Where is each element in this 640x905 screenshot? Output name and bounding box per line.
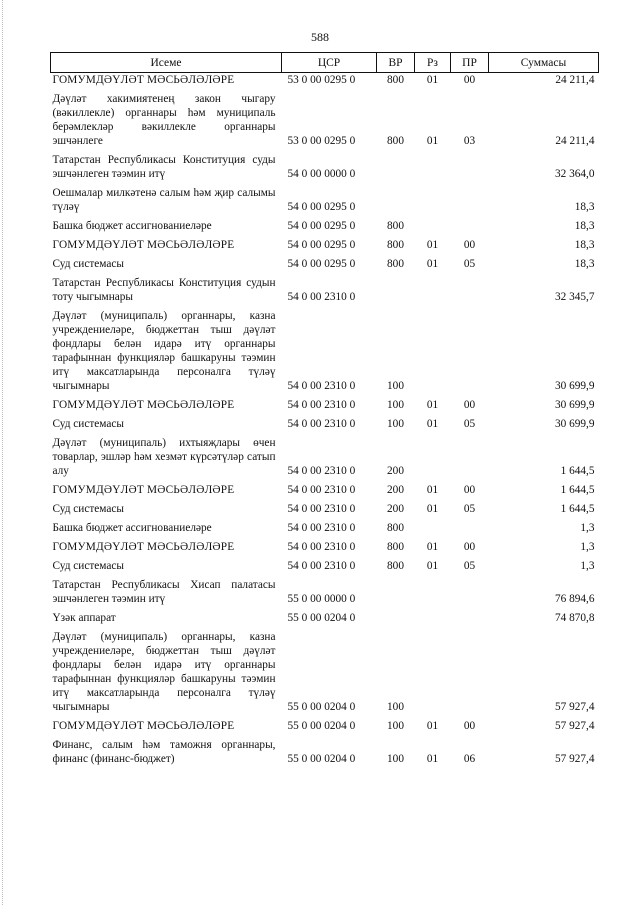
table-row [51,73,599,93]
header-csr: ЦСР [282,53,377,73]
cell-pr: 05 [463,258,476,270]
cell-sum: 1 644,5 [560,484,595,496]
table-body [51,73,599,772]
cell-vr [377,578,415,611]
cell-sum: 24 211,4 [555,135,595,147]
cell-rz [415,219,451,238]
cell-name: Башка бюджет ассигнованиеләре [52,522,212,534]
page-number: 588 [311,30,329,44]
cell-vr: 800 [387,220,404,232]
cell-csr: 53 0 00 0295 0 [287,74,356,86]
cell-name: Суд системасы [52,560,124,572]
cell-rz: 01 [426,560,439,572]
cell-rz: 01 [426,418,439,430]
cell-vr: 100 [387,399,404,411]
cell-vr [377,186,415,219]
cell-pr [451,309,489,398]
cell-vr [377,611,415,630]
table-row [51,219,599,238]
cell-sum: 18,3 [574,201,595,213]
cell-pr [451,521,489,540]
table-row [51,521,599,540]
cell-csr: 55 0 00 0204 0 [287,720,356,732]
cell-rz: 01 [426,74,439,86]
cell-pr [451,276,489,309]
cell-csr: 54 0 00 0295 0 [287,258,356,270]
header-pr: ПР [451,53,489,73]
cell-rz: 01 [426,135,439,147]
table-row [51,417,599,436]
table-row [51,309,599,398]
header-vr: ВР [377,53,415,73]
table-row [51,578,599,611]
cell-rz [415,153,451,186]
header-rz: Рз [415,53,451,73]
table-row [51,719,599,738]
cell-rz: 01 [426,399,439,411]
cell-name: Финанс, салым һәм таможня органнары, финанс (финанс-бюджет) [52,739,276,765]
cell-rz [415,276,451,309]
cell-rz [415,611,451,630]
cell-name: Татарстан Республикасы Хисап палатасы эшчәнлеген тәэмин итү [52,579,276,605]
cell-pr: 00 [463,484,476,496]
cell-rz [415,436,451,483]
cell-csr: 55 0 00 0000 0 [287,593,356,605]
cell-pr: 05 [463,503,476,515]
cell-csr: 54 0 00 2310 0 [287,399,356,411]
cell-pr: 00 [463,74,476,86]
cell-name: ГОМУМДӘҮЛӘТ МӘСЬӘЛӘЛӘРЕ [52,541,235,553]
cell-pr: 06 [463,753,476,765]
cell-sum: 57 927,4 [554,701,595,713]
cell-rz: 01 [426,720,439,732]
cell-sum: 32 364,0 [554,168,595,180]
table-row [51,276,599,309]
cell-csr: 55 0 00 0204 0 [287,701,356,713]
cell-sum: 76 894,6 [554,593,595,605]
cell-csr: 54 0 00 0295 0 [287,239,356,251]
cell-name: Татарстан Республикасы Конституция судын тоту чыгымнары [52,277,276,303]
cell-csr: 54 0 00 2310 0 [287,541,356,553]
cell-pr [451,153,489,186]
cell-rz [415,309,451,398]
cell-vr: 100 [387,720,404,732]
table-row [51,483,599,502]
cell-pr: 00 [463,399,476,411]
cell-vr: 100 [387,380,404,392]
cell-rz: 01 [426,541,439,553]
cell-pr: 00 [463,720,476,732]
cell-rz [415,186,451,219]
cell-csr: 55 0 00 0204 0 [287,753,356,765]
cell-csr: 54 0 00 2310 0 [287,291,356,303]
cell-vr: 100 [387,701,404,713]
cell-sum: 74 870,8 [554,612,595,624]
cell-pr [451,436,489,483]
table-row [51,436,599,483]
cell-vr: 800 [387,560,404,572]
cell-vr: 800 [387,258,404,270]
cell-sum: 18,3 [574,258,595,270]
table-header [51,53,599,73]
cell-rz: 01 [426,484,439,496]
cell-name: Үзәк аппарат [52,612,116,624]
cell-name: ГОМУМДӘҮЛӘТ МӘСЬӘЛӘЛӘРЕ [52,484,235,496]
cell-csr: 53 0 00 0295 0 [287,135,356,147]
cell-sum: 24 211,4 [555,74,595,86]
cell-name: Оешмалар милкәтенә салым һәм җир салымы түләү [52,187,276,213]
cell-sum: 1,3 [580,541,595,553]
cell-sum: 57 927,4 [554,720,595,732]
cell-csr: 55 0 00 0204 0 [287,612,356,624]
cell-name: Татарстан Республикасы Конституция суды эшчәнлеген тәэмин итү [52,154,276,180]
cell-csr: 54 0 00 0295 0 [287,201,356,213]
cell-vr [377,153,415,186]
table-row [51,153,599,186]
header-name: Исеме [51,53,282,73]
cell-name: ГОМУМДӘҮЛӘТ МӘСЬӘЛӘЛӘРЕ [52,399,235,411]
cell-pr [451,219,489,238]
cell-vr: 800 [387,239,404,251]
cell-vr: 100 [387,418,404,430]
page-edge-line [2,0,4,905]
cell-rz: 01 [426,503,439,515]
cell-pr [451,578,489,611]
cell-vr: 800 [387,74,404,86]
cell-csr: 54 0 00 2310 0 [287,418,356,430]
cell-csr: 54 0 00 2310 0 [287,484,356,496]
cell-pr [451,630,489,719]
table-row [51,540,599,559]
cell-sum: 1 644,5 [560,465,595,477]
cell-name: Дәүләт (муниципаль) ихтыяҗлары өчен товарлар, эшләр һәм хезмәт күрсәтүләр сатып алу [52,437,276,477]
cell-rz [415,521,451,540]
cell-name: Дәүләт (муниципаль) органнары, казна учреждениеләре, бюджеттан тыш дәүләт фондлары белән идарә итү органнары тарафыннан функцияләр башкаруны тәэмин итү максатларында персоналга түләү чыгымнары [52,631,276,713]
cell-sum: 57 927,4 [554,753,595,765]
cell-name: Суд системасы [52,258,124,270]
header-sum: Суммасы [489,53,599,73]
cell-rz: 01 [426,753,439,765]
cell-csr: 54 0 00 2310 0 [287,465,356,477]
cell-sum: 30 699,9 [554,399,595,411]
cell-name: Дәүләт хакимиятенең закон чыгару (вәкиллекле) органнары һәм муниципаль берәмлекләр вәкиллекле органнары эшчәнлеге [52,93,276,147]
cell-name: Суд системасы [52,418,124,430]
cell-vr: 800 [387,541,404,553]
cell-rz [415,630,451,719]
cell-vr: 200 [387,484,404,496]
cell-rz: 01 [426,258,439,270]
table-row [51,502,599,521]
cell-csr: 54 0 00 2310 0 [287,503,356,515]
cell-csr: 54 0 00 0000 0 [287,168,356,180]
cell-vr: 800 [387,522,404,534]
cell-vr: 200 [387,465,404,477]
cell-sum: 1,3 [580,560,595,572]
cell-pr: 00 [463,239,476,251]
table-row [51,738,599,771]
cell-vr: 800 [387,135,404,147]
cell-sum: 1,3 [580,522,595,534]
cell-pr: 00 [463,541,476,553]
cell-vr [377,276,415,309]
cell-name: Дәүләт (муниципаль) органнары, казна учреждениеләре, бюджеттан тыш дәүләт фондлары белән идарә итү органнары тарафыннан функцияләр башкаруны тәэмин итү максатларында персоналга түләү чыгымнары [52,310,276,392]
cell-pr [451,186,489,219]
cell-vr: 100 [387,753,404,765]
table-row [51,630,599,719]
cell-rz: 01 [426,239,439,251]
table-row [51,238,599,257]
cell-sum: 32 345,7 [554,291,595,303]
budget-table [50,52,599,771]
cell-csr: 54 0 00 0295 0 [287,220,356,232]
cell-sum: 1 644,5 [560,503,595,515]
cell-name: Башка бюджет ассигнованиеләре [52,220,212,232]
cell-pr: 03 [463,135,476,147]
table-row [51,611,599,630]
table-row [51,559,599,578]
cell-csr: 54 0 00 2310 0 [287,380,356,392]
cell-pr: 05 [463,418,476,430]
cell-pr [451,611,489,630]
cell-csr: 54 0 00 2310 0 [287,560,356,572]
cell-sum: 18,3 [574,239,595,251]
cell-pr: 05 [463,560,476,572]
cell-sum: 30 699,9 [554,380,595,392]
table-row [51,257,599,276]
table-row [51,186,599,219]
cell-name: Суд системасы [52,503,124,515]
cell-name: ГОМУМДӘҮЛӘТ МӘСЬӘЛӘЛӘРЕ [52,239,235,251]
table-row [51,92,599,153]
cell-sum: 30 699,9 [554,418,595,430]
cell-sum: 18,3 [574,220,595,232]
cell-rz [415,578,451,611]
cell-vr: 200 [387,503,404,515]
table-row [51,398,599,417]
cell-csr: 54 0 00 2310 0 [287,522,356,534]
cell-name: ГОМУМДӘҮЛӘТ МӘСЬӘЛӘЛӘРЕ [52,74,235,86]
cell-name: ГОМУМДӘҮЛӘТ МӘСЬӘЛӘЛӘРЕ [52,720,235,732]
